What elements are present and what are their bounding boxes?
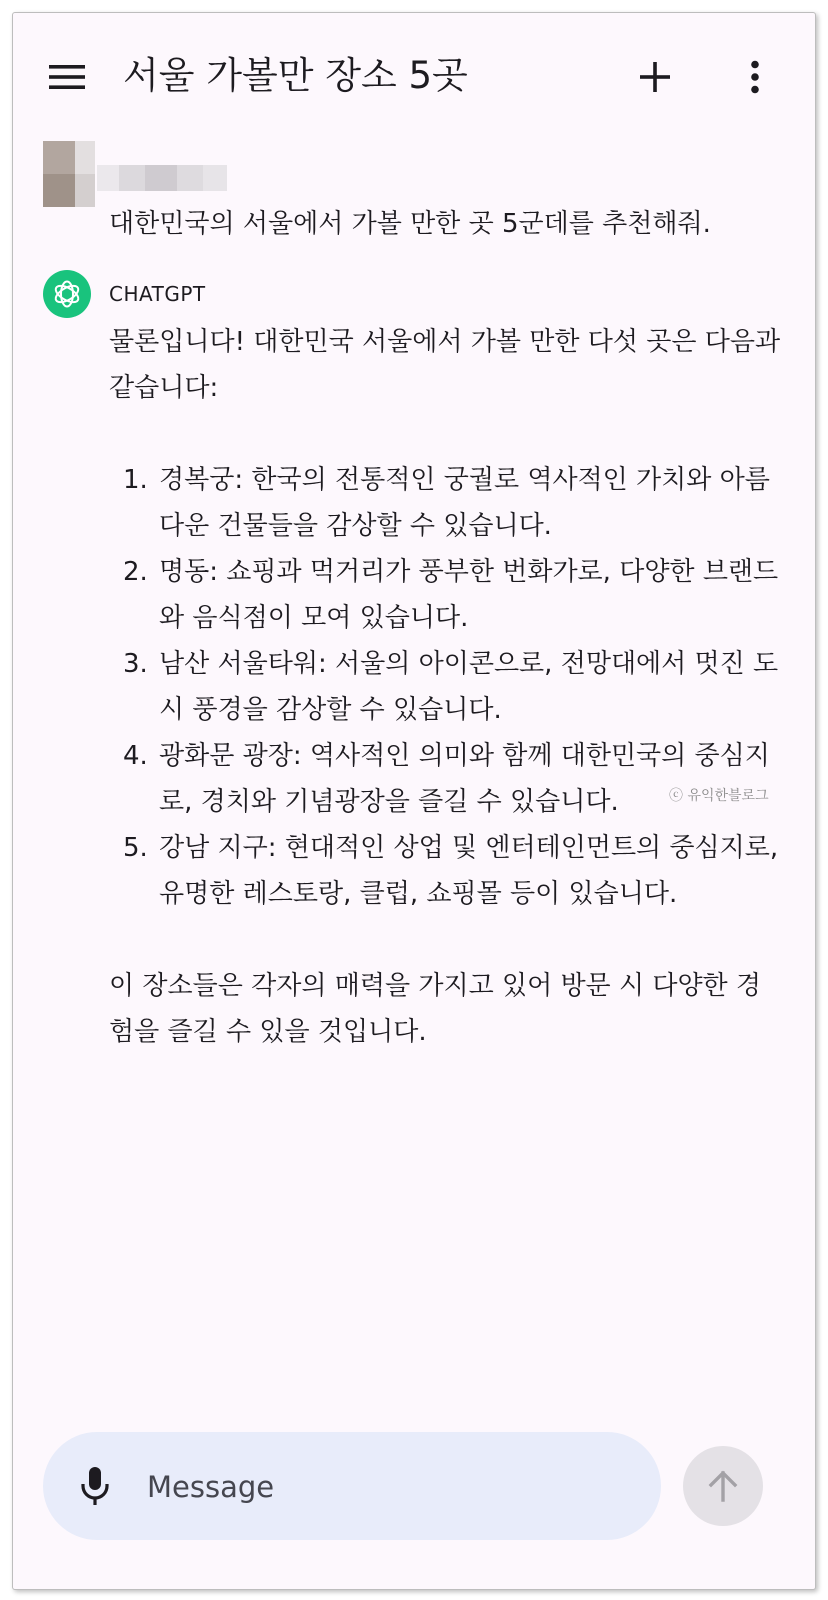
more-vert-icon <box>750 60 760 94</box>
list-text: 남산 서울타워: 서울의 아이콘으로, 전망대에서 멋진 도시 풍경을 감상할 수 있습니다. <box>159 649 779 725</box>
recommendation-list <box>109 457 781 917</box>
message-input[interactable] <box>145 1460 629 1514</box>
top-app-bar <box>13 13 815 138</box>
voice-input-button[interactable] <box>71 1462 119 1510</box>
list-text: 광화문 광장: 역사적인 의미와 함께 대한민국의 중심지로, 경치와 기념광장을 즐길 수 있습니다. <box>159 741 770 817</box>
list-text: 강남 지구: 현대적인 상업 및 엔터테인먼트의 중심지로, 유명한 레스토랑, 클럽, 쇼핑몰 등이 있습니다. <box>159 833 779 909</box>
user-name-redacted <box>97 165 227 191</box>
list-number: 1. <box>123 465 148 495</box>
message-composer <box>43 1432 661 1540</box>
assistant-outro: 이 장소들은 각자의 매력을 가지고 있어 방문 시 다양한 경험을 즐길 수 있을 것입니다. <box>109 971 762 1047</box>
app-window <box>12 12 816 1590</box>
list-number: 3. <box>123 649 148 679</box>
list-text: 명동: 쇼핑과 먹거리가 풍부한 번화가로, 다양한 브랜드와 음식점이 모여 있습니다. <box>159 557 779 633</box>
more-options-button[interactable] <box>731 53 779 101</box>
chatgpt-avatar <box>43 270 91 318</box>
microphone-icon <box>80 1467 110 1505</box>
menu-button[interactable] <box>45 55 89 99</box>
list-number: 4. <box>123 741 148 771</box>
arrow-up-icon <box>706 1469 740 1503</box>
list-item <box>109 733 781 825</box>
list-item <box>109 641 781 733</box>
list-item <box>109 457 781 549</box>
list-number: 5. <box>123 833 148 863</box>
openai-logo-icon <box>51 278 83 310</box>
list-item <box>109 549 781 641</box>
assistant-name: CHATGPT <box>109 282 206 306</box>
list-item <box>109 825 781 917</box>
list-number: 2. <box>123 557 148 587</box>
blog-watermark: ⓒ 유익한블로그 <box>669 788 769 804</box>
user-avatar <box>43 141 95 207</box>
new-chat-button[interactable] <box>631 53 679 101</box>
assistant-message <box>109 319 781 1055</box>
page-title: 서울 가볼만 장소 5곳 <box>123 54 468 97</box>
assistant-intro: 물론입니다! 대한민국 서울에서 가볼 만한 다섯 곳은 다음과 같습니다: <box>109 327 781 403</box>
list-text: 경복궁: 한국의 전통적인 궁궐로 역사적인 가치와 아름다운 건물들을 감상할 수 있습니다. <box>159 465 770 541</box>
plus-icon <box>640 62 670 92</box>
user-message: 대한민국의 서울에서 가볼 만한 곳 5군데를 추천해줘. <box>109 209 711 239</box>
menu-icon <box>49 63 85 91</box>
send-button[interactable] <box>683 1446 763 1526</box>
